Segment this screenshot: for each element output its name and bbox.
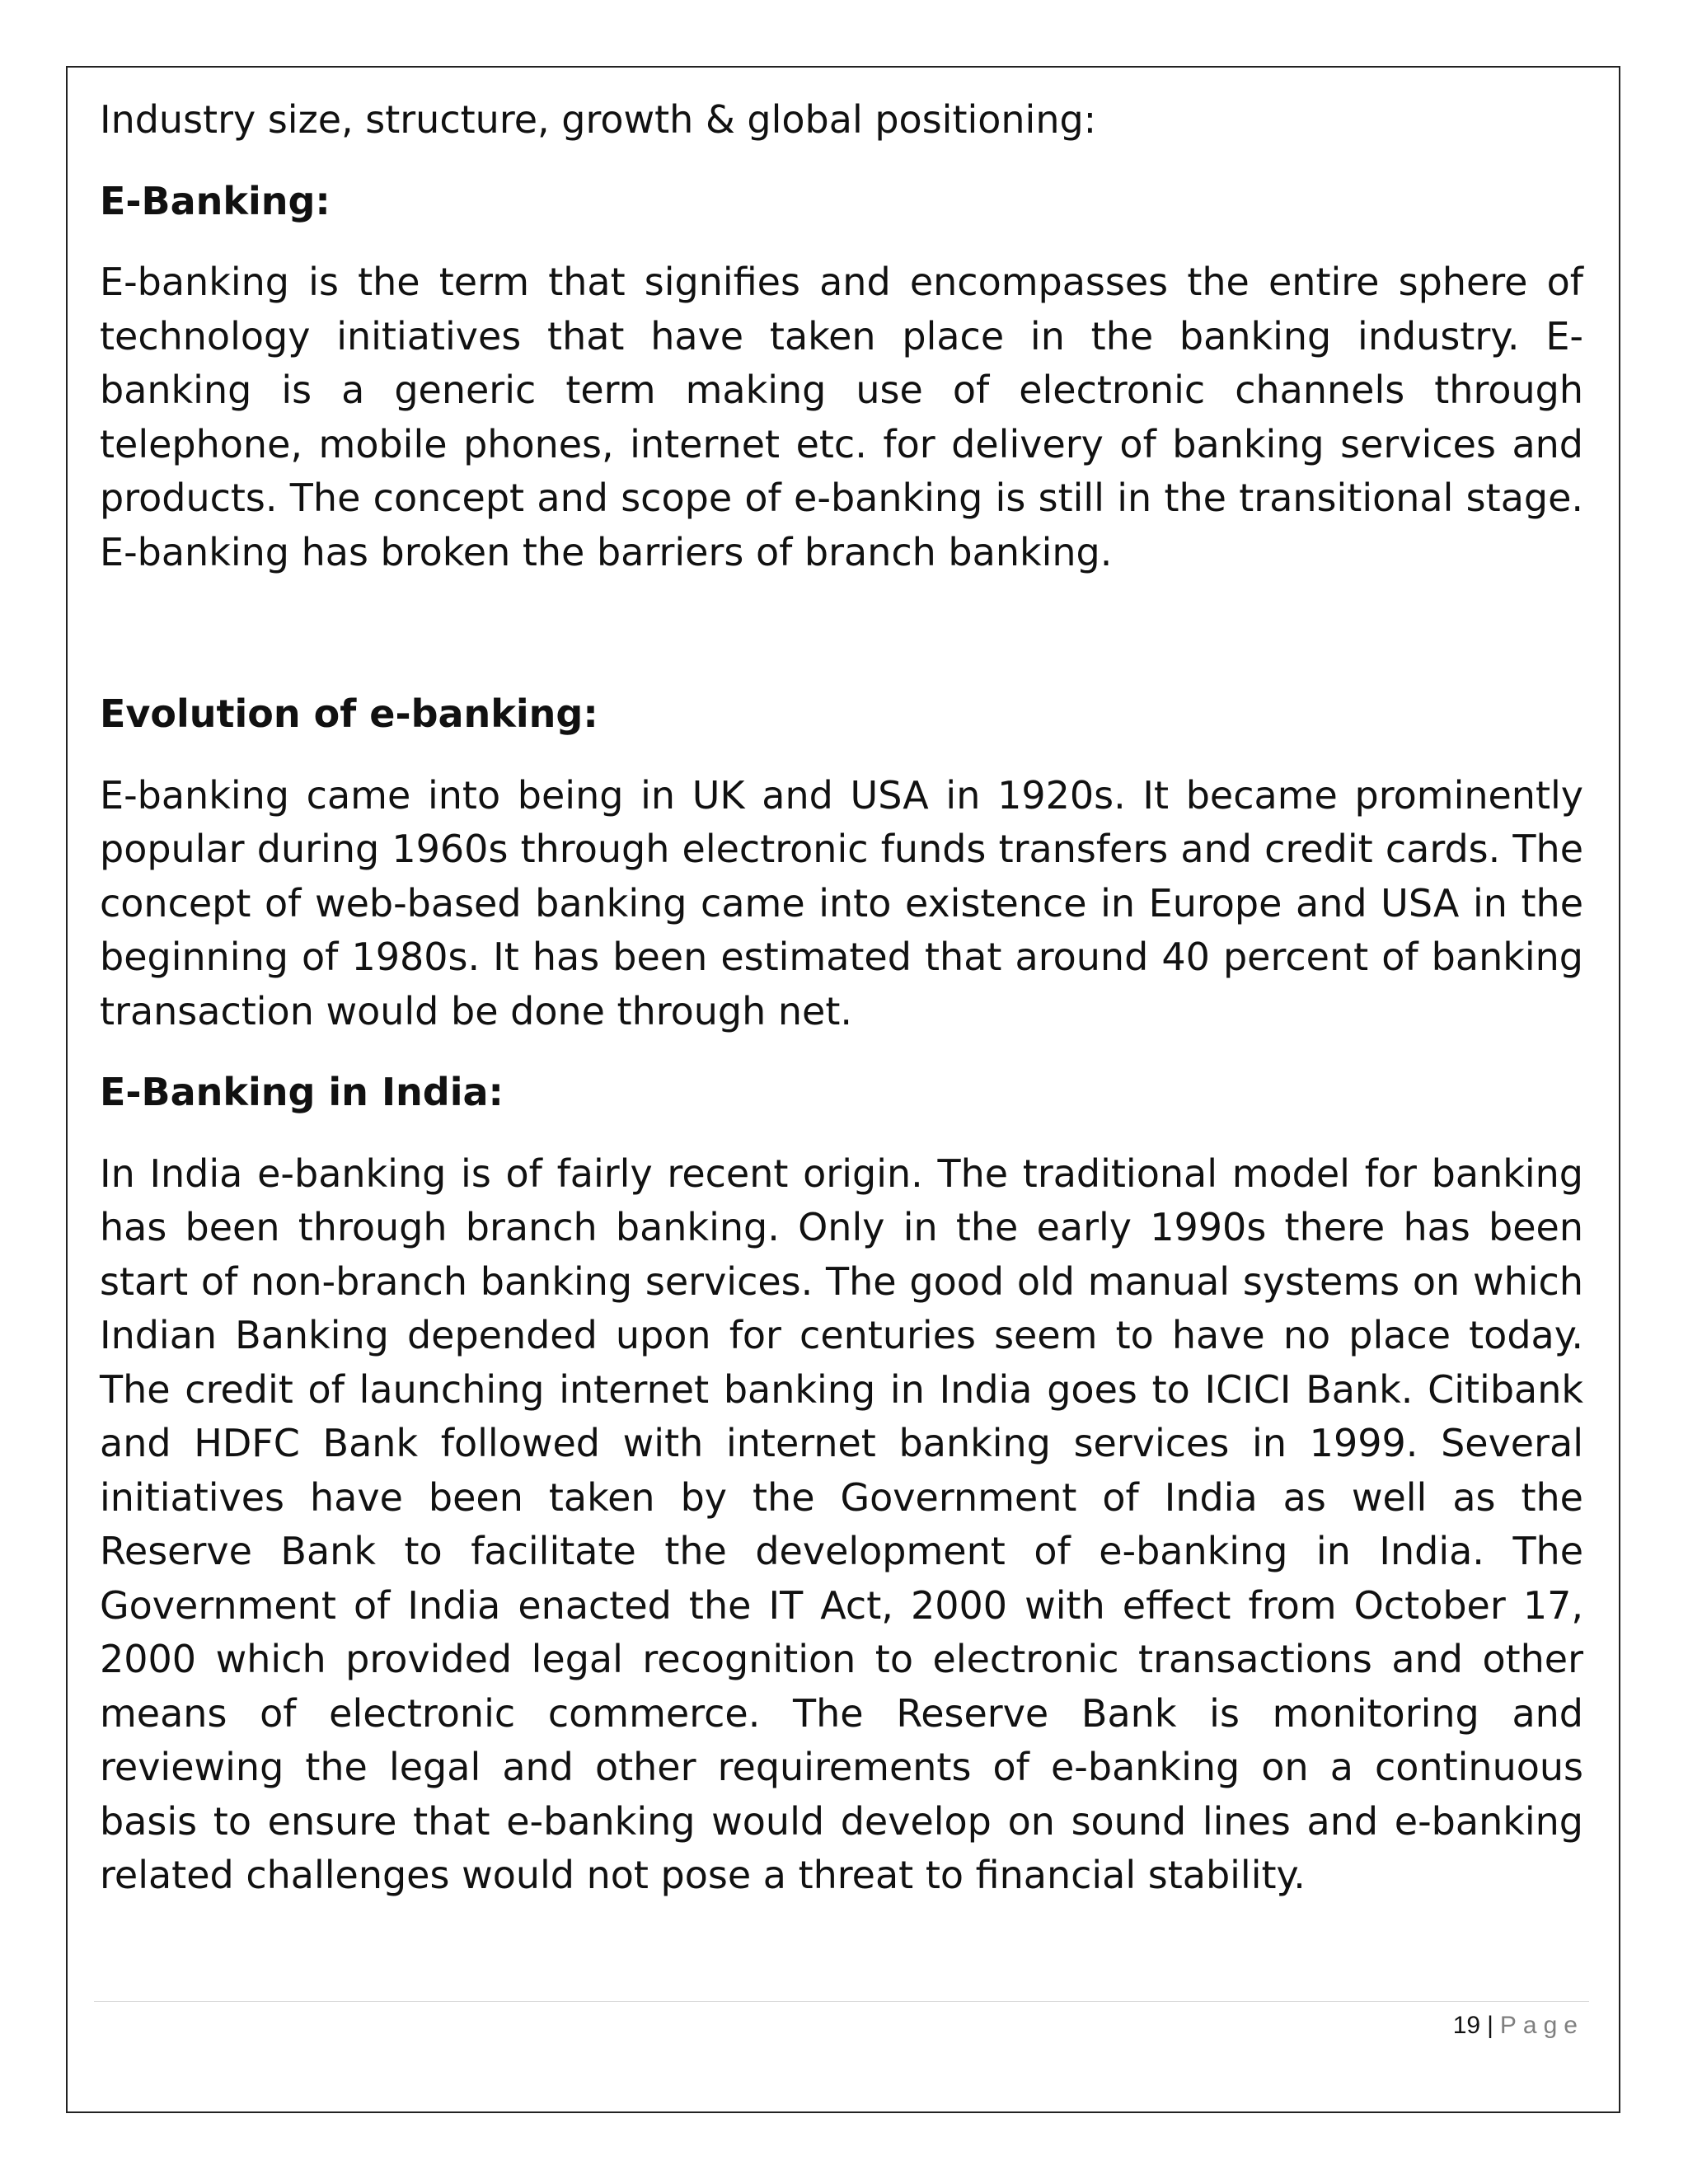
page-footer	[1453, 2008, 1584, 2044]
footer-separator: |	[1487, 2012, 1493, 2039]
page-number: 19	[1452, 2012, 1481, 2039]
heading-evolution-of-e-banking: Evolution of e-banking:	[100, 691, 598, 736]
heading-e-banking-in-india: E-Banking in India:	[100, 1070, 504, 1114]
paragraph-e-banking: E-banking is the term that signifies and encompasses the entire sphere of technology initiatives that have taken place in the banking industry. E-banking is a generic term making use of electronic channels through telephone, mobile phones, internet etc. for delivery of banking services and products. The concept and scope of e-banking is still in the transitional stage. E-banking has broken the barriers of branch banking.	[100, 260, 1583, 574]
footer-divider	[94, 2001, 1589, 2002]
page-label: Page	[1499, 2012, 1584, 2039]
page-content	[100, 93, 1583, 1930]
heading-e-banking: E-Banking:	[100, 178, 331, 223]
paragraph-e-banking-in-india: In India e-banking is of fairly recent origin. The traditional model for banking has been through branch banking. Only in the early 1990s there has been start of non-branch banking services. The good old manual systems on which Indian Banking depended upon for centuries seem to have no place today. The credit of launching internet banking in India goes to ICICI Bank. Citibank and HDFC Bank followed with internet banking services in 1999. Several initiatives have been taken by the Government of India as well as the Reserve Bank to facilitate the development of e-banking in India. The Government of India enacted the IT Act, 2000 with effect from October 17, 2000 which provided legal recognition to electronic transactions and other means of electronic commerce. The Reserve Bank is monitoring and reviewing the legal and other requirements of e-banking on a continuous basis to ensure that e-banking would develop on sound lines and e-banking related challenges would not pose a threat to financial stability.	[100, 1151, 1583, 1897]
paragraph-evolution-of-e-banking: E-banking came into being in UK and USA in 1920s. It became prominently popular during 1960s through electronic funds transfers and credit cards. The concept of web-based banking came into existence in Europe and USA in the beginning of 1980s. It has been estimated that around 40 percent of banking transaction would be done through net.	[100, 772, 1583, 1033]
intro-line: Industry size, structure, growth & global positioning:	[100, 97, 1097, 142]
